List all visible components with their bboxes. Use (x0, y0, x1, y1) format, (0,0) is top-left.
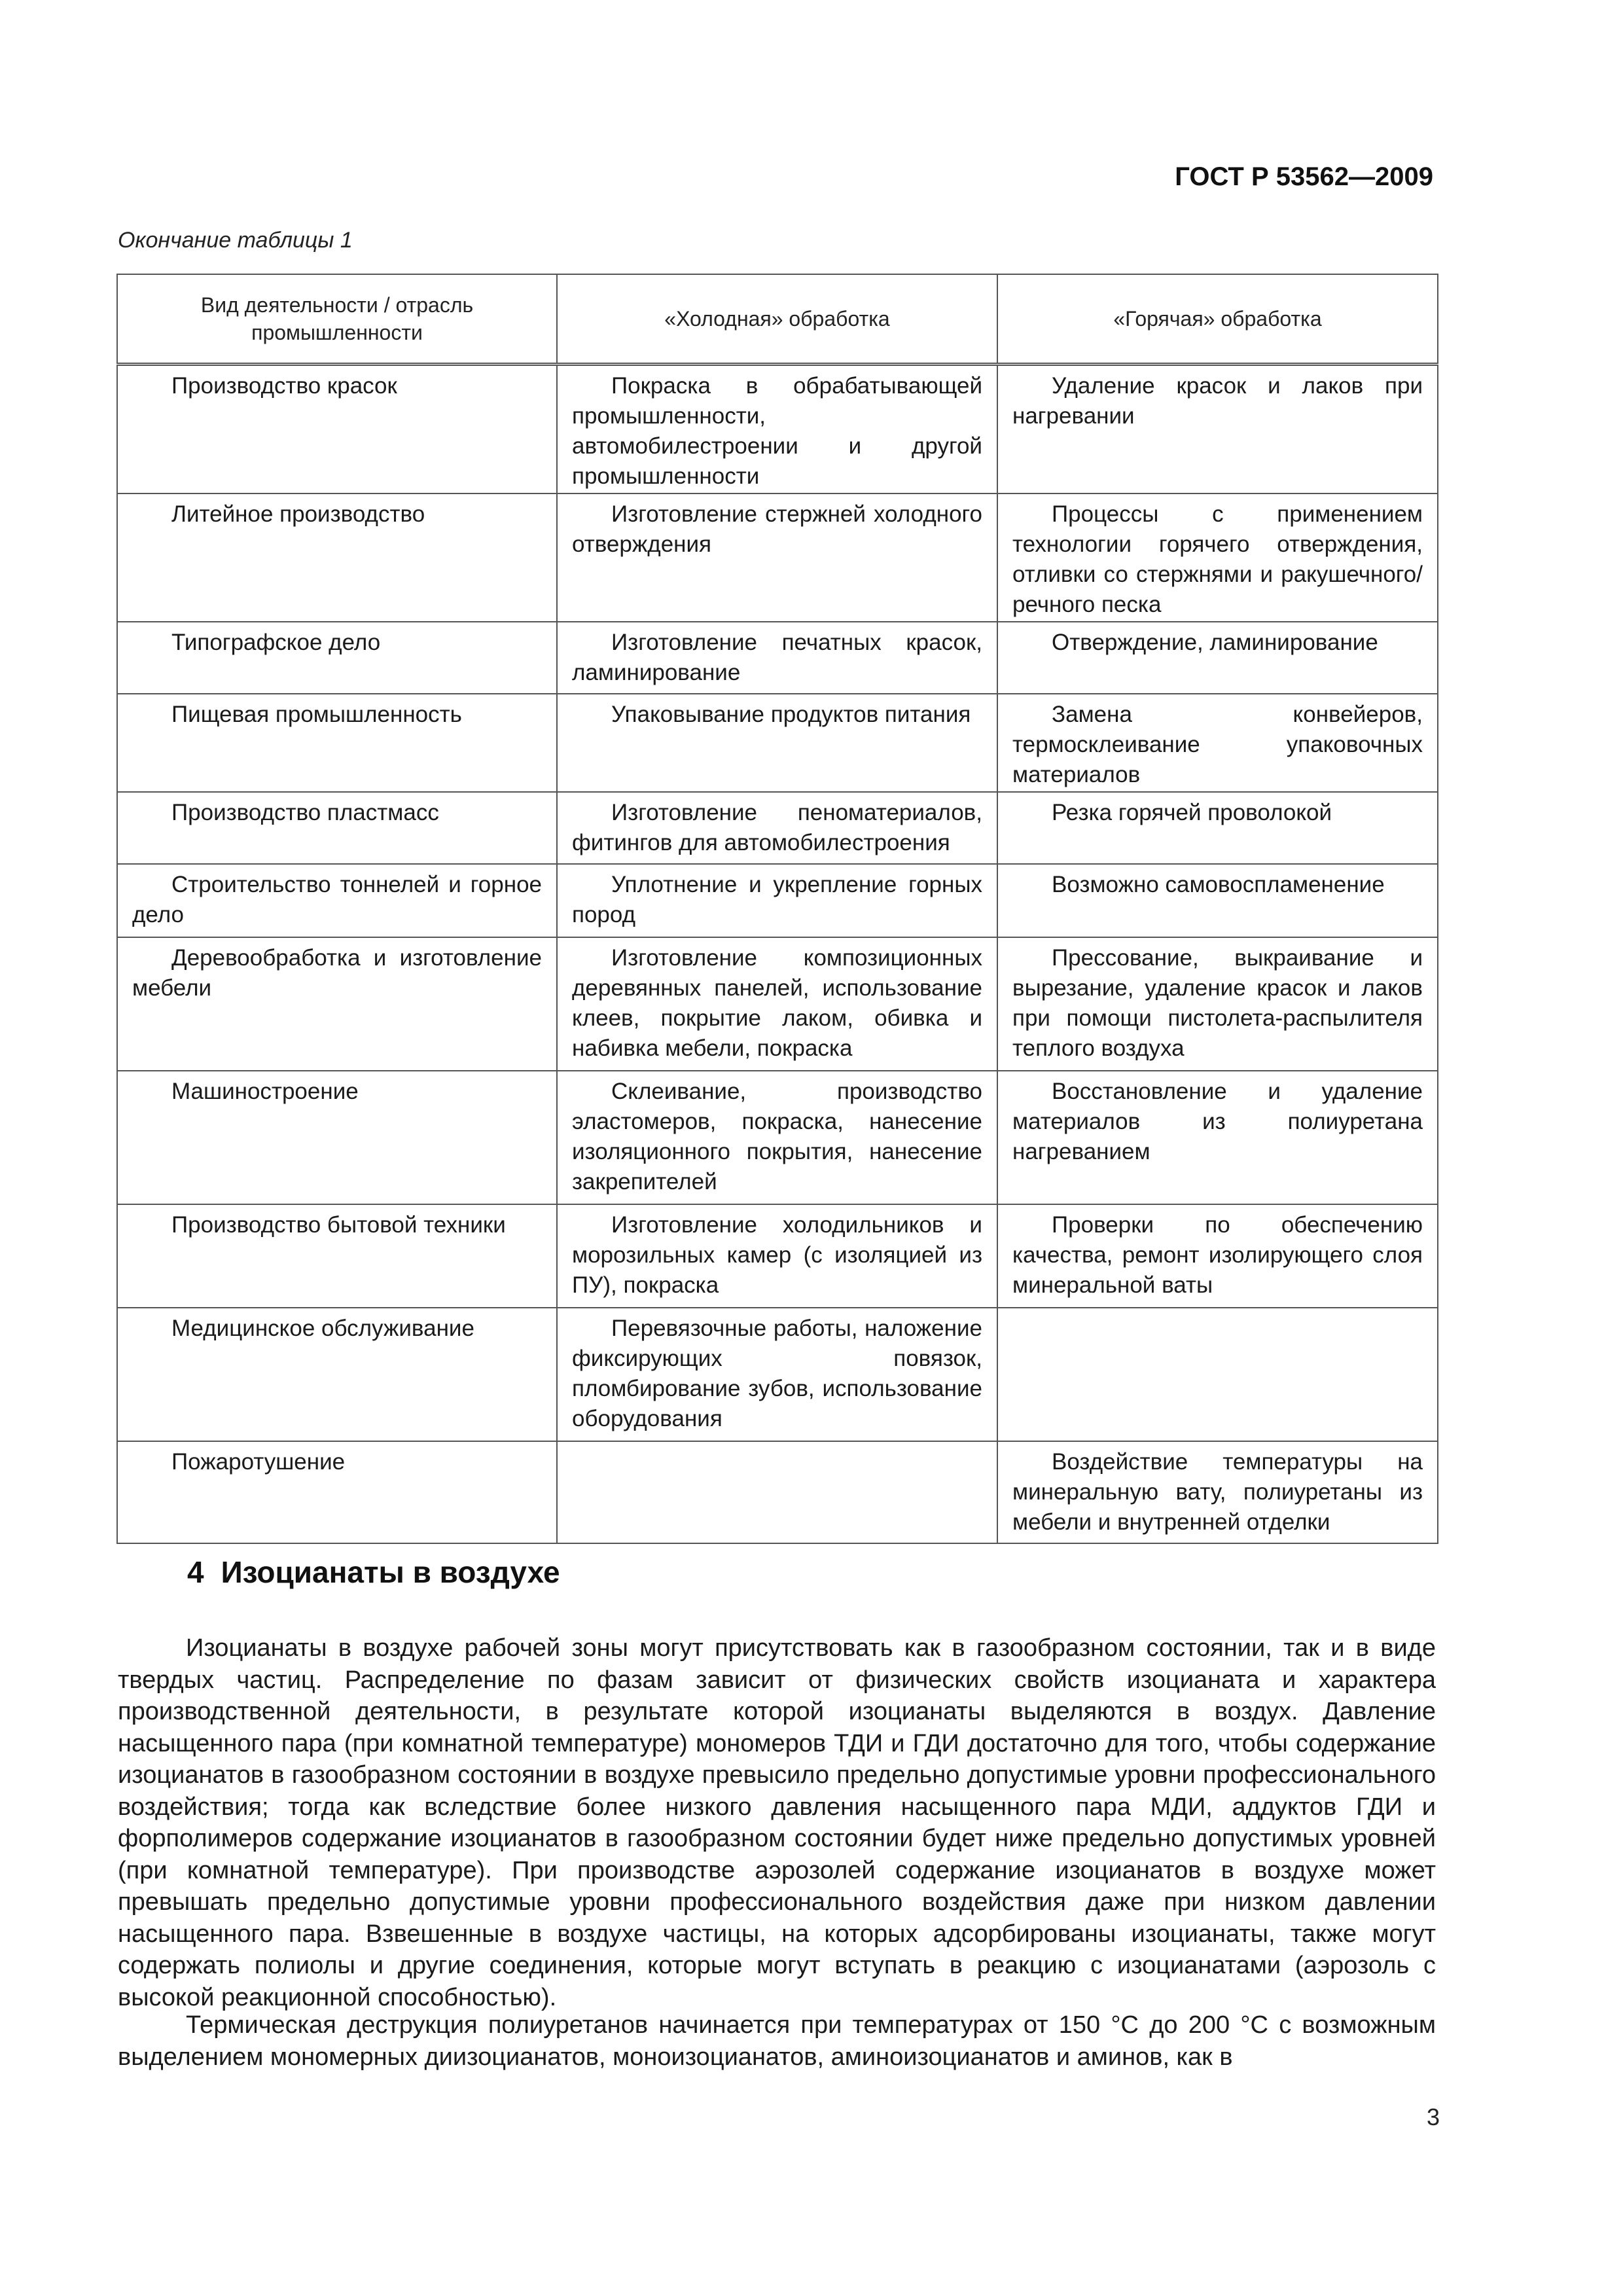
table-caption: Окончание таблицы 1 (118, 228, 353, 253)
cell-activity: Производство красок (117, 365, 557, 494)
cell-hot (997, 1308, 1438, 1441)
table-row (117, 1441, 1438, 1543)
table-row (117, 1204, 1438, 1308)
cell-cold (557, 1441, 997, 1543)
header-activity: Вид деятельности / отрасль промышленности (117, 274, 557, 365)
cell-hot: Прессование, выкраивание и вырезание, удаление красок и лаков при помощи пистолета-распылителя теплого воздуха (997, 937, 1438, 1071)
cell-cold: Изготовление композиционных деревянных панелей, использование клеев, покрытие лаком, обивка и набивка мебели, покраска (557, 937, 997, 1071)
cell-activity: Строительство тоннелей и горное дело (117, 864, 557, 937)
cell-cold: Уплотнение и укрепление горных пород (557, 864, 997, 937)
cell-activity: Производство бытовой техники (117, 1204, 557, 1308)
cell-activity: Медицинское обслуживание (117, 1308, 557, 1441)
cell-cold: Изготовление стержней холодного отверждения (557, 493, 997, 622)
cell-activity: Пищевая промышленность (117, 694, 557, 792)
cell-cold: Склеивание, производство эластомеров, покраска, нанесение изоляционного покрытия, нанесение закрепителей (557, 1071, 997, 1204)
table-row (117, 1308, 1438, 1441)
table-row (117, 937, 1438, 1071)
cell-hot: Замена конвейеров, термосклеивание упаковочных материалов (997, 694, 1438, 792)
cell-activity: Производство пластмасс (117, 792, 557, 864)
cell-hot: Удаление красок и лаков при нагревании (997, 365, 1438, 494)
table-row (117, 493, 1438, 622)
cell-cold: Перевязочные работы, наложение фиксирующих повязок, пломбирование зубов, использование оборудования (557, 1308, 997, 1441)
cell-activity: Деревообработка и изготовление мебели (117, 937, 557, 1071)
cell-cold: Упаковывание продуктов питания (557, 694, 997, 792)
cell-hot: Проверки по обеспечению качества, ремонт изолирующего слоя минеральной ваты (997, 1204, 1438, 1308)
table-row (117, 1071, 1438, 1204)
cell-hot: Процессы с применением технологии горячего отверждения, отливки со стержнями и ракушечного/речного песка (997, 493, 1438, 622)
cell-cold: Покраска в обрабатывающей промышленности, автомобилестроении и другой промышленности (557, 365, 997, 494)
cell-hot: Воздействие температуры на минеральную вату, полиуретаны из мебели и внутренней отделки (997, 1441, 1438, 1543)
cell-activity: Литейное производство (117, 493, 557, 622)
section-number: 4 (187, 1555, 204, 1589)
cell-hot: Резка горячей проволокой (997, 792, 1438, 864)
cell-cold: Изготовление печатных красок, ламинирование (557, 622, 997, 694)
table-row (117, 864, 1438, 937)
cell-activity: Типографское дело (117, 622, 557, 694)
header-hot-processing: «Горячая» обработка (997, 274, 1438, 365)
table-row (117, 365, 1438, 494)
section-heading (187, 1554, 560, 1590)
body-paragraph: Изоцианаты в воздухе рабочей зоны могут присутствовать как в газообразном состоянии, так и в виде твердых частиц. Распределение по фазам зависит от физических свойств изоцианата и характера производственной деятельности, в результате которой изоцианаты выделяются в воздух. Давление насыщенного пара (при комнатной температуре) мономеров ТДИ и ГДИ достаточно для того, чтобы содержание изоцианатов в газообразном состоянии в воздухе превысило предельно допустимые уровни профессионального воздействия; тогда как вследствие более низкого давления насыщенного пара МДИ, аддуктов ГДИ и форполимеров содержание изоцианатов в газообразном состоянии будет ниже предельно допустимых уровней (при комнатной температуре). При производстве аэрозолей содержание изоцианатов в воздухе может превышать предельно допустимые уровни профессионального воздействия даже при низком давлении насыщенного пара. Взвешенные в воздухе частицы, на которых адсорбированы изоцианаты, также могут содержать полиолы и другие соединения, которые могут вступать в реакцию с изоцианатами (аэрозоль с высокой реакционной способностью). (118, 1634, 1436, 2011)
body-paragraph: Термическая деструкция полиуретанов начинается при температурах от 150 °С до 200 °С с возможным выделением мономерных диизоцианатов, моноизоцианатов, аминоизоцианатов и аминов, как в (118, 2011, 1436, 2071)
cell-cold: Изготовление холодильников и морозильных камер (с изоляцией из ПУ), покраска (557, 1204, 997, 1308)
cell-hot: Отверждение, ламинирование (997, 622, 1438, 694)
cell-hot: Восстановление и удаление материалов из полиуретана нагреванием (997, 1071, 1438, 1204)
table-row (117, 622, 1438, 694)
table-row (117, 694, 1438, 792)
section-title: Изоцианаты в воздухе (221, 1555, 560, 1589)
document-code: ГОСТ Р 53562—2009 (1175, 162, 1433, 191)
page-number: 3 (1426, 2104, 1440, 2130)
activity-table (116, 274, 1438, 1544)
cell-cold: Изготовление пеноматериалов, фитингов для автомобилестроения (557, 792, 997, 864)
table-header-row (117, 274, 1438, 365)
cell-hot: Возможно самовоспламенение (997, 864, 1438, 937)
header-cold-processing: «Холодная» обработка (557, 274, 997, 365)
cell-activity: Пожаротушение (117, 1441, 557, 1543)
table-row (117, 792, 1438, 864)
cell-activity: Машиностроение (117, 1071, 557, 1204)
